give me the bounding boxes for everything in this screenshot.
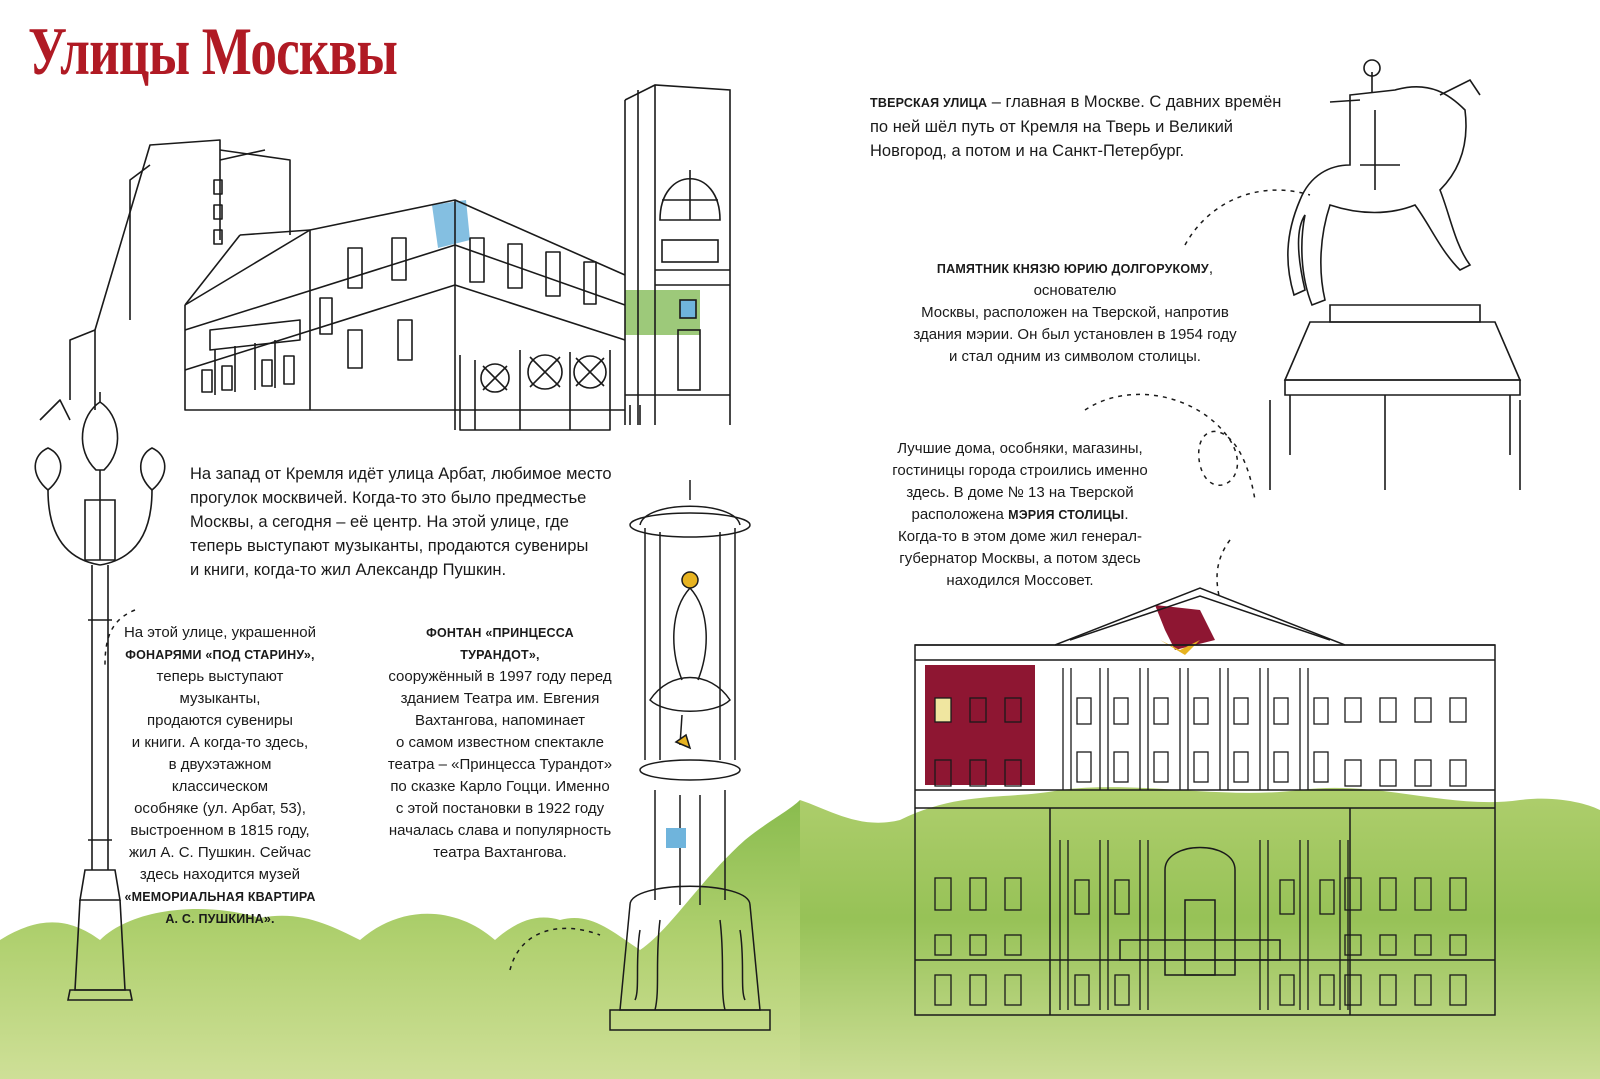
window — [1274, 698, 1288, 724]
window — [1345, 698, 1361, 722]
window — [1274, 752, 1288, 782]
window — [1415, 698, 1431, 722]
window — [1380, 760, 1396, 786]
window — [1194, 752, 1208, 782]
window — [1194, 698, 1208, 724]
window — [1345, 760, 1361, 786]
window — [1154, 698, 1168, 724]
window — [1314, 752, 1328, 782]
grass-right — [800, 787, 1600, 1079]
monument-heading: ПАМЯТНИК КНЯЗЮ ЮРИЮ ДОЛГОРУКОМУ — [936, 262, 1209, 276]
tall-building-icon — [625, 85, 730, 425]
window — [1114, 752, 1128, 782]
pushkin-house-icon — [40, 140, 625, 430]
window — [1077, 698, 1091, 724]
window — [1380, 698, 1396, 722]
window — [1077, 752, 1091, 782]
arbat-intro-text: На запад от Кремля идёт улица Арбат, любимое место прогулок москвичей. Когда-то это было предместье Москвы, а сегодня – её центр. На этой улице, где теперь выступают музыканты, продаются сувениры и книги, когда-то жил Александр Пушкин. — [190, 465, 612, 579]
equestrian-statue-icon — [1270, 60, 1520, 490]
fountain-caption: ФОНТАН «ПРИНЦЕССА ТУРАНДОТ», сооружённый в 1997 году перед зданием Театра им. Евгения Вахтангова, напоминает о самом известном спектакле театра – «Принцесса Турандот» по сказке Карло Гоцци. Именно с этой постановки в 1922 году началась слава и популярность театра Вахтангова. — [387, 626, 613, 861]
tverskaya-heading: ТВЕРСКАЯ УЛИЦА — [870, 96, 988, 110]
window — [1450, 760, 1466, 786]
mayor-heading: МЭРИЯ СТОЛИЦЫ — [1008, 508, 1125, 522]
window — [1415, 760, 1431, 786]
tverskaya-text: ТВЕРСКАЯ УЛИЦА – главная в Москве. С давних времён по ней шёл путь от Кремля на Тверь и Великий Новгород, а потом и на Санкт-Петербург. — [870, 93, 1282, 160]
window — [1154, 752, 1168, 782]
window — [1314, 698, 1328, 724]
window — [1114, 698, 1128, 724]
window — [935, 698, 951, 722]
page-title: Улицы Москвы — [28, 13, 398, 89]
window — [1234, 698, 1248, 724]
mayor-caption: Лучшие дома, особняки, магазины, гостиницы города строились именно здесь. В доме № 13 на Тверской расположена МЭРИЯ СТОЛИЦЫ. Когда-то в этом доме жил генерал- губернатор Москвы, а потом здесь находился Моссовет. — [892, 440, 1148, 589]
lamps-caption: На этой улице, украшенной ФОНАРЯМИ «ПОД СТАРИНУ», теперь выступают музыканты, продаются сувениры и книги. А когда-то здесь, в двухэтажном классическом особняке (ул. Арбат, 53), выстроенном в 1815 году, жил А. С. Пушкин. Сейчас здесь находится музей «МЕМОРИАЛЬНАЯ КВАРТИРА А. С. ПУШКИНА». — [123, 624, 317, 926]
monument-caption: ПАМЯТНИК КНЯЗЮ ЮРИЮ ДОЛГОРУКОМУ, основателю Москвы, расположен на Тверской, напротив здания мэрии. Он был установлен в 1954 году и стал одним из символом столицы. — [913, 260, 1237, 365]
window — [1234, 752, 1248, 782]
window — [1450, 698, 1466, 722]
